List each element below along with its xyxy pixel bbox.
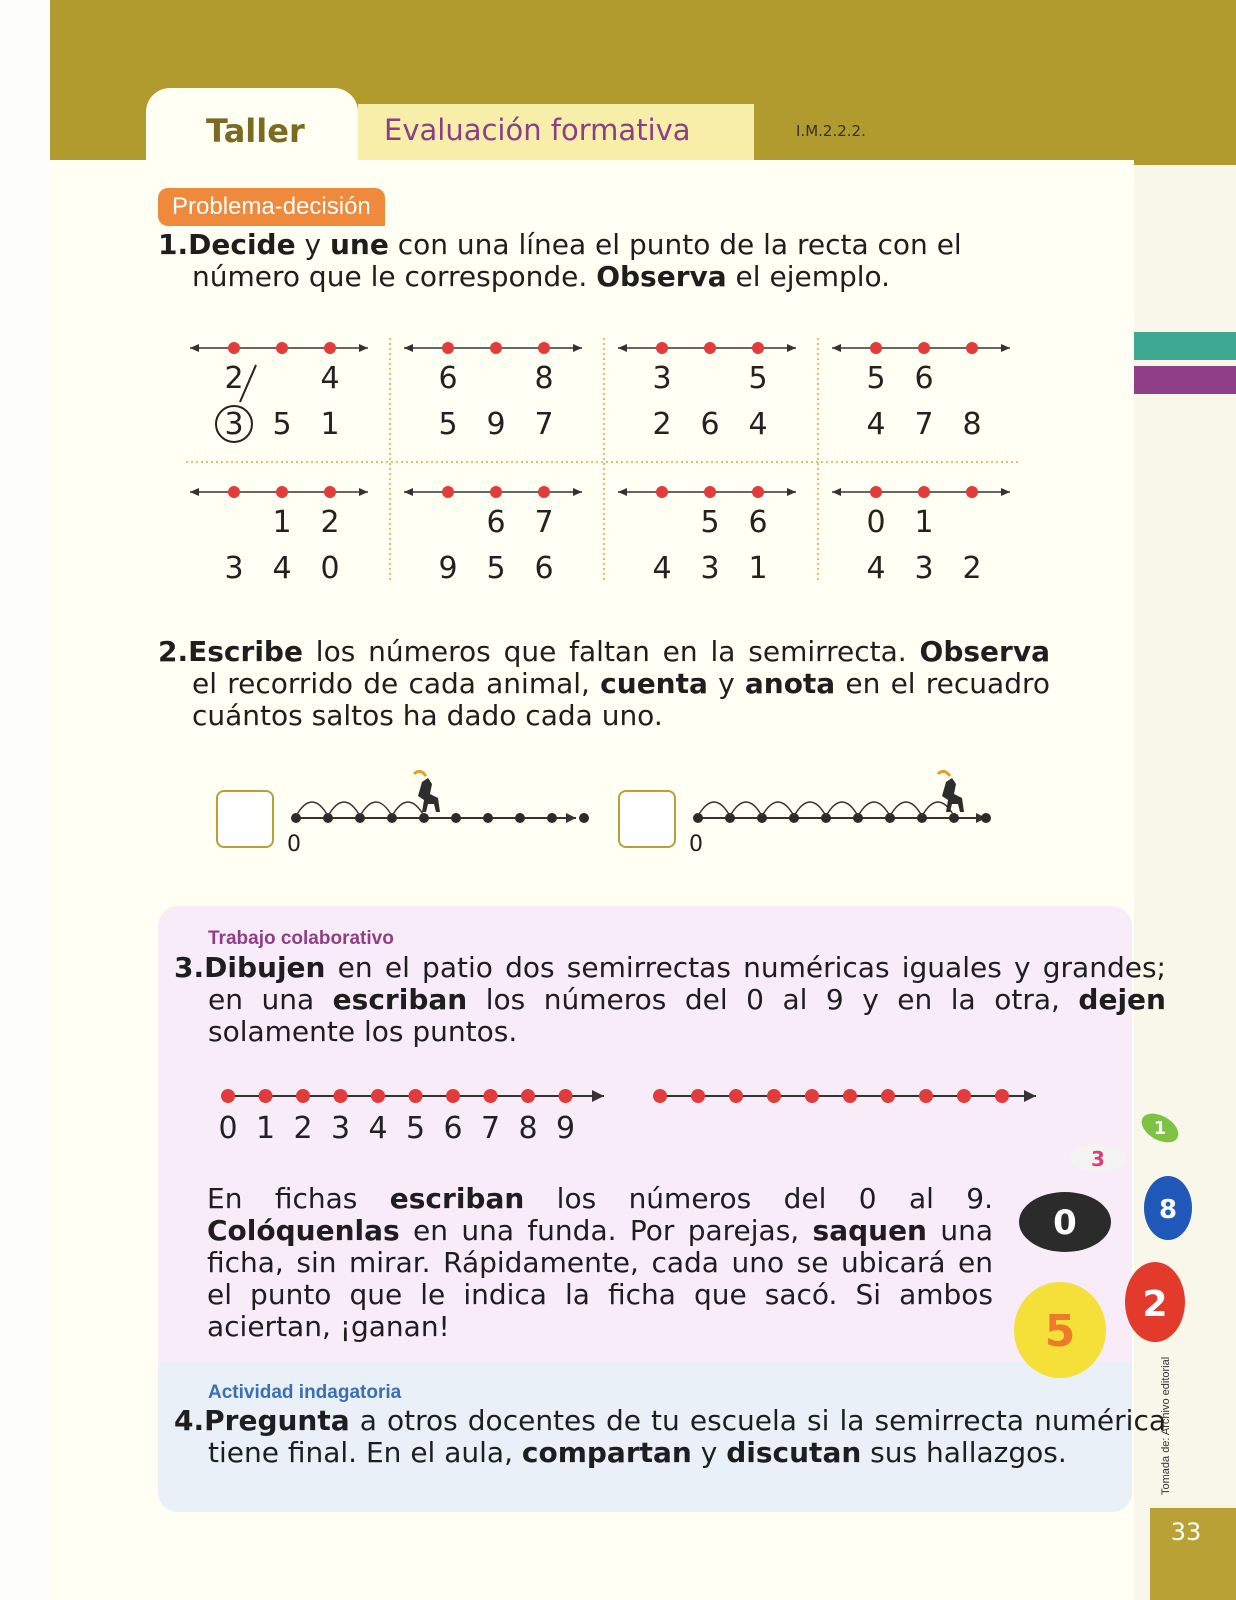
question-number: 4.: [174, 1404, 205, 1437]
chip-number: 5: [1044, 1306, 1076, 1357]
number-option[interactable]: 6: [534, 551, 554, 586]
chip-5: [1014, 1282, 1106, 1378]
line-number: 4: [368, 1111, 388, 1146]
number-option[interactable]: 4: [866, 551, 886, 586]
curriculum-code: I.M.2.2.2.: [796, 122, 866, 140]
number-option[interactable]: 3: [224, 407, 244, 442]
chip-number: 8: [1158, 1195, 1178, 1225]
number-option[interactable]: 6: [700, 407, 720, 442]
verb: Observa: [919, 635, 1050, 668]
line-number: 9: [555, 1111, 576, 1146]
point-label: 8: [534, 361, 554, 396]
verb: dejen: [1078, 983, 1166, 1016]
chip-1: [1137, 1108, 1184, 1149]
point-label: 4: [320, 361, 340, 396]
number-line-zero: 0: [287, 832, 301, 857]
inquiry-activity-label: Actividad indagatoria: [208, 1382, 402, 1403]
chip-number: 3: [1091, 1147, 1105, 1171]
number-option[interactable]: 3: [914, 551, 934, 586]
text: En fichas: [207, 1182, 390, 1215]
text: y: [691, 1436, 727, 1469]
text: los números del 0 al 9 y en la otra,: [467, 983, 1079, 1016]
line-number: 2: [293, 1111, 313, 1146]
page-number: 33: [1170, 1518, 1202, 1546]
chip-number: 0: [1053, 1203, 1077, 1243]
verb: discutan: [726, 1436, 862, 1469]
collaborative-work-label: Trabajo colaborativo: [208, 928, 394, 949]
chip-8: [1144, 1176, 1192, 1240]
tab-title: Taller: [206, 112, 305, 150]
line-number: 6: [443, 1111, 463, 1146]
verb: cuenta: [600, 667, 708, 700]
verb: escriban: [332, 983, 468, 1016]
number-option[interactable]: 5: [272, 407, 292, 442]
point-label: 6: [914, 361, 934, 396]
point-label: 3: [652, 361, 672, 396]
text: a otros docentes de tu escuela si la semirrecta numérica tiene final. En el aula,: [208, 1404, 1166, 1469]
verb: Decide: [188, 228, 296, 261]
point-label: 6: [438, 361, 458, 396]
number-option[interactable]: 0: [320, 551, 340, 586]
text: el ejemplo.: [726, 260, 891, 293]
line-number: 3: [330, 1111, 351, 1146]
line-number: 0: [218, 1111, 238, 1146]
line-number: 8: [518, 1111, 538, 1146]
verb: Colóquenlas: [207, 1214, 400, 1247]
chip-0: [1019, 1192, 1111, 1252]
line-number: 1: [255, 1111, 276, 1146]
point-label: 7: [534, 505, 554, 540]
verb: une: [329, 228, 389, 261]
number-option[interactable]: 1: [748, 551, 768, 586]
number-option[interactable]: 2: [652, 407, 672, 442]
number-option[interactable]: 4: [272, 551, 292, 586]
question-number: 3.: [174, 951, 205, 984]
text: solamente los puntos.: [208, 1015, 518, 1048]
text: con una línea el punto de la recta con el número que le corresponde.: [192, 228, 962, 293]
point-label: 1: [914, 505, 934, 540]
section-title: Evaluación formativa: [384, 113, 691, 147]
number-option[interactable]: 1: [320, 407, 340, 442]
question-4-text: [174, 1405, 1166, 1469]
point-label: 6: [748, 505, 768, 540]
question-number: 2.: [158, 635, 189, 668]
number-option[interactable]: 2: [962, 551, 982, 586]
text: los números que faltan en la semirrecta.: [302, 635, 920, 668]
chip-number: 1: [1153, 1118, 1167, 1139]
number-option[interactable]: 4: [652, 551, 672, 586]
text: en una funda. Por parejas,: [399, 1214, 813, 1247]
text: y: [295, 228, 330, 261]
number-line-zero: 0: [689, 832, 703, 857]
number-option[interactable]: 4: [748, 407, 768, 442]
point-label: 6: [486, 505, 506, 540]
verb: Observa: [596, 260, 727, 293]
number-option[interactable]: 7: [534, 407, 554, 442]
question-number: 1.: [158, 228, 189, 261]
number-option[interactable]: 9: [486, 407, 506, 442]
verb: escriban: [389, 1182, 525, 1215]
number-option[interactable]: 5: [486, 551, 506, 586]
text: en el recuadro cuántos saltos ha dado cada uno.: [192, 667, 1051, 732]
number-option[interactable]: 3: [224, 551, 244, 586]
point-label: 5: [700, 505, 720, 540]
point-label: 0: [866, 505, 886, 540]
verb: anota: [744, 667, 836, 700]
text: una ficha, sin mirar. Rápidamente, cada uno se ubicará en el punto que le indica la ficha que sacó. Si ambos aciertan, ¡ganan!: [207, 1214, 993, 1343]
text: los números del 0 al 9.: [524, 1182, 993, 1215]
text: en el patio dos semirrectas numéricas iguales y grandes; en una: [208, 951, 1166, 1016]
line-number: 7: [480, 1111, 501, 1146]
verb: Pregunta: [204, 1404, 350, 1437]
text: y: [707, 667, 745, 700]
verb: compartan: [521, 1436, 692, 1469]
verb: Escribe: [188, 635, 303, 668]
image-credit: Tomada de: Archivo editorial: [1160, 1356, 1172, 1495]
number-option[interactable]: 3: [700, 551, 720, 586]
chip-2: [1125, 1262, 1185, 1342]
number-option[interactable]: 7: [914, 407, 934, 442]
text: el recorrido de cada animal,: [192, 667, 601, 700]
chip-number: 2: [1142, 1284, 1168, 1325]
point-label: 2: [320, 505, 340, 540]
text: sus hallazgos.: [861, 1436, 1067, 1469]
verb: saquen: [812, 1214, 927, 1247]
chip-3: [1070, 1144, 1126, 1172]
line-number: 5: [405, 1111, 426, 1146]
point-label: 1: [272, 505, 292, 540]
verb: Dibujen: [204, 951, 326, 984]
number-option[interactable]: 8: [962, 407, 982, 442]
problem-decision-label: Problema-decisión: [158, 188, 385, 226]
number-option[interactable]: 4: [866, 407, 886, 442]
point-label: 2: [224, 361, 244, 396]
point-label: 5: [866, 361, 886, 396]
point-label: 5: [748, 361, 768, 396]
number-option[interactable]: 9: [438, 551, 458, 586]
number-option[interactable]: 5: [438, 407, 458, 442]
